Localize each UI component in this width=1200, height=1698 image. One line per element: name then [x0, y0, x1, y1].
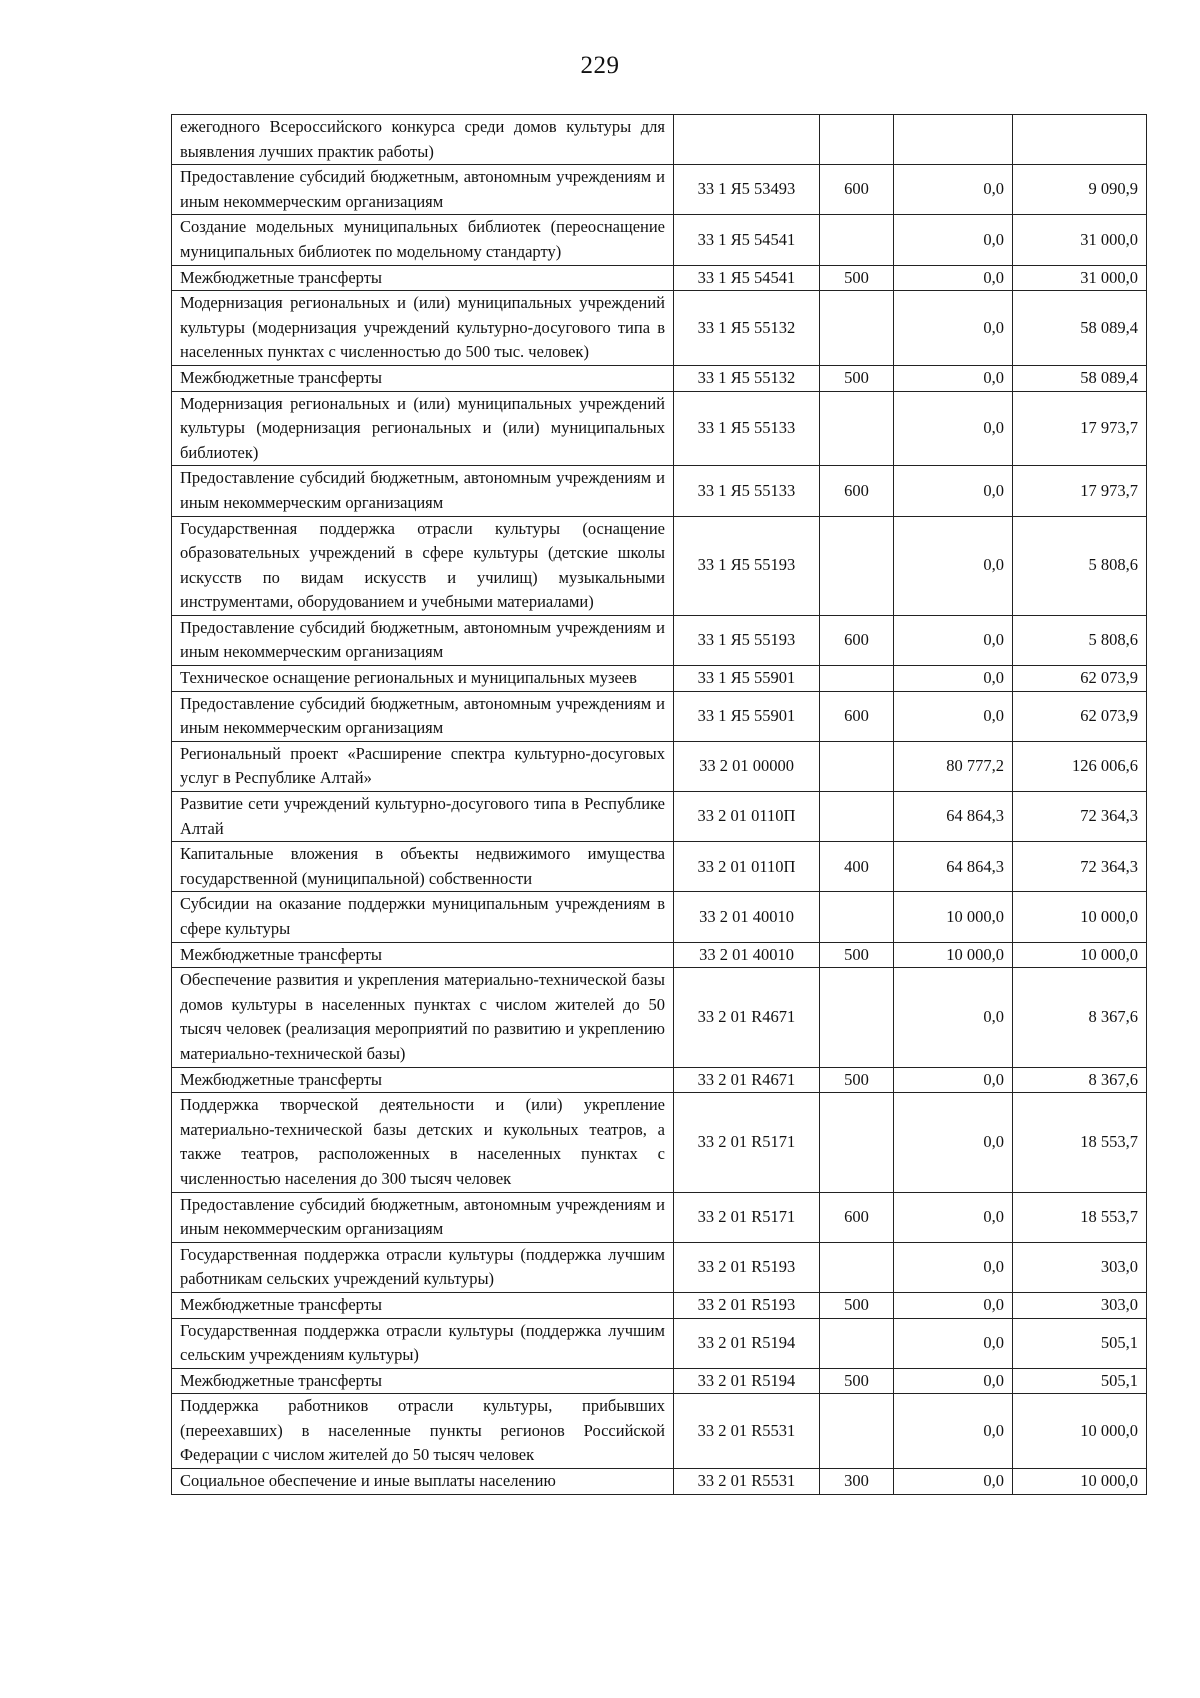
row-expense-type: 500 — [820, 1292, 894, 1318]
row-budget-code: 33 2 01 0110П — [674, 842, 820, 892]
row-amount-second: 5 808,6 — [1013, 516, 1147, 615]
row-budget-code: 33 2 01 R5193 — [674, 1242, 820, 1292]
row-budget-code: 33 2 01 R5171 — [674, 1192, 820, 1242]
row-description: Создание модельных муниципальных библиотек (переоснащение муниципальных библиотек по модельному стандарту) — [172, 215, 674, 265]
row-expense-type: 600 — [820, 1192, 894, 1242]
row-description: ежегодного Всероссийского конкурса среди домов культуры для выявления лучших практик работы) — [172, 115, 674, 165]
row-expense-type — [820, 115, 894, 165]
table-row — [172, 215, 1147, 265]
row-amount-second: 18 553,7 — [1013, 1192, 1147, 1242]
row-amount-second: 62 073,9 — [1013, 691, 1147, 741]
row-budget-code: 33 2 01 R5531 — [674, 1394, 820, 1469]
row-description: Межбюджетные трансферты — [172, 942, 674, 968]
table-row — [172, 1242, 1147, 1292]
row-budget-code: 33 2 01 R4671 — [674, 968, 820, 1067]
budget-table-body — [172, 115, 1147, 1495]
table-row — [172, 516, 1147, 615]
row-amount-second: 505,1 — [1013, 1368, 1147, 1394]
page-number: 229 — [580, 52, 620, 79]
row-budget-code: 33 1 Я5 54541 — [674, 215, 820, 265]
table-row — [172, 466, 1147, 516]
row-amount-first: 0,0 — [894, 666, 1013, 692]
row-amount-first: 10 000,0 — [894, 942, 1013, 968]
row-description: Межбюджетные трансферты — [172, 1067, 674, 1093]
row-amount-first: 10 000,0 — [894, 892, 1013, 942]
row-amount-first: 0,0 — [894, 391, 1013, 466]
row-description: Развитие сети учреждений культурно-досугового типа в Республике Алтай — [172, 792, 674, 842]
row-budget-code: 33 2 01 40010 — [674, 892, 820, 942]
row-amount-first: 0,0 — [894, 615, 1013, 665]
row-description: Модернизация региональных и (или) муниципальных учреждений культуры (модернизация учреждений культурно-досугового типа в населенных пунктах с численностью до 500 тыс. человек) — [172, 291, 674, 366]
row-budget-code: 33 1 Я5 55193 — [674, 615, 820, 665]
row-expense-type — [820, 1093, 894, 1192]
row-expense-type: 500 — [820, 265, 894, 291]
table-row — [172, 265, 1147, 291]
table-row — [172, 691, 1147, 741]
row-expense-type — [820, 1318, 894, 1368]
table-row — [172, 892, 1147, 942]
row-budget-code: 33 2 01 R5531 — [674, 1469, 820, 1495]
row-amount-first: 0,0 — [894, 215, 1013, 265]
row-description: Техническое оснащение региональных и муниципальных музеев — [172, 666, 674, 692]
row-amount-second: 72 364,3 — [1013, 842, 1147, 892]
row-amount-second: 10 000,0 — [1013, 1394, 1147, 1469]
table-row — [172, 1292, 1147, 1318]
row-expense-type: 500 — [820, 1368, 894, 1394]
table-row — [172, 365, 1147, 391]
row-expense-type — [820, 666, 894, 692]
row-amount-second: 72 364,3 — [1013, 792, 1147, 842]
row-amount-first: 64 864,3 — [894, 842, 1013, 892]
row-amount-first: 0,0 — [894, 1318, 1013, 1368]
row-budget-code: 33 2 01 R4671 — [674, 1067, 820, 1093]
table-row — [172, 968, 1147, 1067]
row-description: Обеспечение развития и укрепления материально-технической базы домов культуры в населенных пунктах с числом жителей до 50 тысяч человек (реализация мероприятий по развитию и укреплению материально-технической базы) — [172, 968, 674, 1067]
row-amount-first: 0,0 — [894, 1067, 1013, 1093]
row-expense-type: 500 — [820, 365, 894, 391]
row-description: Межбюджетные трансферты — [172, 1368, 674, 1394]
row-budget-code: 33 1 Я5 55133 — [674, 391, 820, 466]
row-description: Капитальные вложения в объекты недвижимого имущества государственной (муниципальной) собственности — [172, 842, 674, 892]
row-amount-second: 303,0 — [1013, 1242, 1147, 1292]
row-expense-type — [820, 741, 894, 791]
row-amount-first: 64 864,3 — [894, 792, 1013, 842]
row-expense-type: 500 — [820, 1067, 894, 1093]
budget-table — [171, 114, 1147, 1495]
row-expense-type — [820, 1242, 894, 1292]
row-expense-type: 300 — [820, 1469, 894, 1495]
row-amount-first: 0,0 — [894, 968, 1013, 1067]
row-amount-second: 10 000,0 — [1013, 1469, 1147, 1495]
row-description: Предоставление субсидий бюджетным, автономным учреждениям и иным некоммерческим организациям — [172, 165, 674, 215]
row-amount-second: 505,1 — [1013, 1318, 1147, 1368]
table-row — [172, 1318, 1147, 1368]
row-expense-type — [820, 1394, 894, 1469]
row-expense-type — [820, 792, 894, 842]
row-budget-code: 33 1 Я5 55901 — [674, 666, 820, 692]
row-expense-type — [820, 291, 894, 366]
row-description: Государственная поддержка отрасли культуры (поддержка лучшим работникам сельских учреждений культуры) — [172, 1242, 674, 1292]
table-row — [172, 1469, 1147, 1495]
row-expense-type: 600 — [820, 466, 894, 516]
row-description: Межбюджетные трансферты — [172, 365, 674, 391]
row-budget-code: 33 1 Я5 55133 — [674, 466, 820, 516]
table-row — [172, 291, 1147, 366]
row-description: Поддержка творческой деятельности и (или) укрепление материально-технической базы детских и кукольных театров, а также театров, расположенных в населенных пунктах с численностью населения до 300 тысяч человек — [172, 1093, 674, 1192]
row-description: Предоставление субсидий бюджетным, автономным учреждениям и иным некоммерческим организациям — [172, 466, 674, 516]
row-amount-second: 10 000,0 — [1013, 942, 1147, 968]
row-budget-code: 33 1 Я5 55132 — [674, 291, 820, 366]
row-amount-second: 62 073,9 — [1013, 666, 1147, 692]
row-amount-second: 8 367,6 — [1013, 1067, 1147, 1093]
row-expense-type — [820, 892, 894, 942]
row-description: Поддержка работников отрасли культуры, прибывших (переехавших) в населенные пункты регионов Российской Федерации с числом жителей до 50 тысяч человек — [172, 1394, 674, 1469]
row-budget-code: 33 1 Я5 55132 — [674, 365, 820, 391]
row-expense-type — [820, 215, 894, 265]
row-amount-first: 0,0 — [894, 1192, 1013, 1242]
row-amount-first: 0,0 — [894, 265, 1013, 291]
table-row — [172, 165, 1147, 215]
row-amount-first: 0,0 — [894, 365, 1013, 391]
row-budget-code: 33 2 01 0110П — [674, 792, 820, 842]
row-amount-second — [1013, 115, 1147, 165]
row-expense-type: 600 — [820, 691, 894, 741]
table-row — [172, 741, 1147, 791]
row-amount-first: 0,0 — [894, 1469, 1013, 1495]
row-amount-first: 0,0 — [894, 1093, 1013, 1192]
table-row — [172, 942, 1147, 968]
table-row — [172, 1368, 1147, 1394]
row-description: Государственная поддержка отрасли культуры (поддержка лучшим сельским учреждениям культуры) — [172, 1318, 674, 1368]
table-row — [172, 1192, 1147, 1242]
table-row — [172, 842, 1147, 892]
row-expense-type: 600 — [820, 165, 894, 215]
row-budget-code: 33 2 01 R5194 — [674, 1368, 820, 1394]
row-amount-first: 0,0 — [894, 291, 1013, 366]
row-amount-second: 5 808,6 — [1013, 615, 1147, 665]
row-amount-second: 8 367,6 — [1013, 968, 1147, 1067]
table-row — [172, 1093, 1147, 1192]
row-amount-first — [894, 115, 1013, 165]
row-amount-first: 0,0 — [894, 165, 1013, 215]
table-row — [172, 792, 1147, 842]
row-description: Предоставление субсидий бюджетным, автономным учреждениям и иным некоммерческим организациям — [172, 1192, 674, 1242]
row-budget-code: 33 2 01 00000 — [674, 741, 820, 791]
row-amount-first: 0,0 — [894, 1292, 1013, 1318]
row-budget-code: 33 1 Я5 54541 — [674, 265, 820, 291]
row-expense-type: 500 — [820, 942, 894, 968]
row-expense-type: 600 — [820, 615, 894, 665]
row-description: Межбюджетные трансферты — [172, 265, 674, 291]
row-budget-code: 33 2 01 R5171 — [674, 1093, 820, 1192]
row-expense-type: 400 — [820, 842, 894, 892]
row-expense-type — [820, 516, 894, 615]
table-row — [172, 1067, 1147, 1093]
row-budget-code: 33 1 Я5 55193 — [674, 516, 820, 615]
row-amount-second: 9 090,9 — [1013, 165, 1147, 215]
row-amount-first: 0,0 — [894, 691, 1013, 741]
row-amount-second: 17 973,7 — [1013, 466, 1147, 516]
row-amount-first: 80 777,2 — [894, 741, 1013, 791]
row-budget-code: 33 1 Я5 53493 — [674, 165, 820, 215]
table-row — [172, 615, 1147, 665]
row-description: Межбюджетные трансферты — [172, 1292, 674, 1318]
row-description: Региональный проект «Расширение спектра культурно-досуговых услуг в Республике Алтай» — [172, 741, 674, 791]
row-amount-second: 18 553,7 — [1013, 1093, 1147, 1192]
table-row — [172, 1394, 1147, 1469]
row-description: Модернизация региональных и (или) муниципальных учреждений культуры (модернизация региональных и (или) муниципальных библиотек) — [172, 391, 674, 466]
row-amount-second: 303,0 — [1013, 1292, 1147, 1318]
row-budget-code — [674, 115, 820, 165]
row-amount-second: 10 000,0 — [1013, 892, 1147, 942]
row-budget-code: 33 1 Я5 55901 — [674, 691, 820, 741]
row-amount-second: 31 000,0 — [1013, 265, 1147, 291]
row-description: Предоставление субсидий бюджетным, автономным учреждениям и иным некоммерческим организациям — [172, 615, 674, 665]
row-amount-first: 0,0 — [894, 1242, 1013, 1292]
row-amount-first: 0,0 — [894, 516, 1013, 615]
row-amount-second: 31 000,0 — [1013, 215, 1147, 265]
row-description: Социальное обеспечение и иные выплаты населению — [172, 1469, 674, 1495]
row-description: Предоставление субсидий бюджетным, автономным учреждениям и иным некоммерческим организациям — [172, 691, 674, 741]
row-amount-second: 58 089,4 — [1013, 365, 1147, 391]
row-amount-second: 126 006,6 — [1013, 741, 1147, 791]
row-budget-code: 33 2 01 R5194 — [674, 1318, 820, 1368]
row-description: Государственная поддержка отрасли культуры (оснащение образовательных учреждений в сфере культуры (детские школы искусств по видам искусств и училищ) музыкальными инструментами, оборудованием и учебными материалами) — [172, 516, 674, 615]
row-budget-code: 33 2 01 R5193 — [674, 1292, 820, 1318]
row-description: Субсидии на оказание поддержки муниципальным учреждениям в сфере культуры — [172, 892, 674, 942]
row-amount-second: 58 089,4 — [1013, 291, 1147, 366]
table-row — [172, 115, 1147, 165]
table-row — [172, 391, 1147, 466]
row-amount-first: 0,0 — [894, 1394, 1013, 1469]
row-expense-type — [820, 391, 894, 466]
row-amount-second: 17 973,7 — [1013, 391, 1147, 466]
table-row — [172, 666, 1147, 692]
row-amount-first: 0,0 — [894, 1368, 1013, 1394]
row-expense-type — [820, 968, 894, 1067]
row-budget-code: 33 2 01 40010 — [674, 942, 820, 968]
row-amount-first: 0,0 — [894, 466, 1013, 516]
